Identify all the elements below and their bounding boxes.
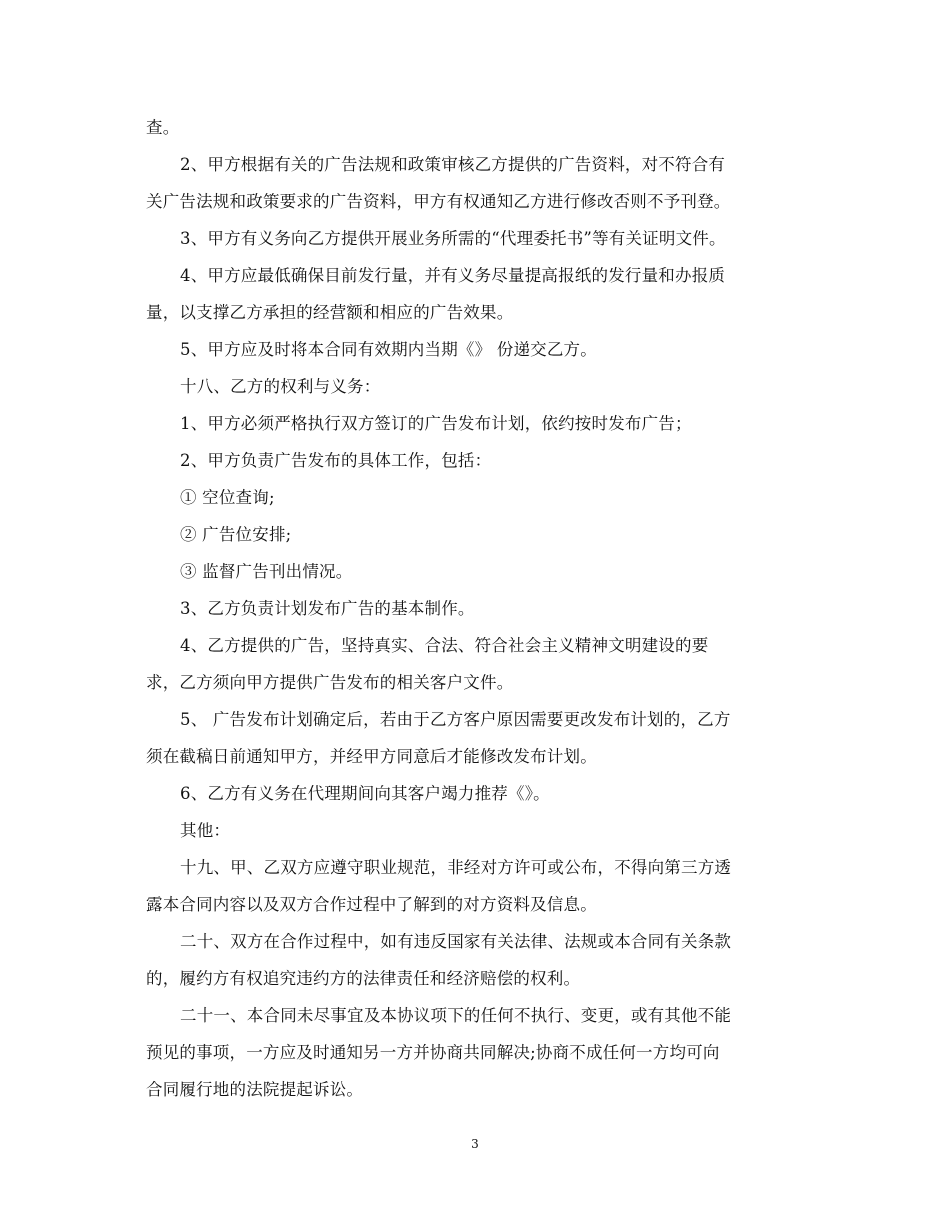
section-heading: 十八、乙方的权利与义务： bbox=[180, 377, 381, 396]
text-line: 露本合同内容以及双方合作过程中了解到的对方资料及信息。 bbox=[146, 895, 597, 914]
text-line: 求，乙方须向甲方提供广告发布的相关客户文件。 bbox=[146, 673, 514, 692]
section-heading: 其他： bbox=[180, 821, 231, 840]
text-line: 查。 bbox=[146, 118, 180, 137]
text-line: 十九、甲、乙双方应遵守职业规范，非经对方许可或公布，不得向第三方透 bbox=[180, 858, 732, 877]
text-line: 4、甲方应最低确保目前发行量，并有义务尽量提高报纸的发行量和办报质 bbox=[180, 266, 726, 285]
text-line: 5、甲方应及时将本合同有效期内当期《》 份递交乙方。 bbox=[180, 340, 597, 359]
text-line: 2、甲方负责广告发布的具体工作，包括： bbox=[180, 451, 492, 470]
text-line: 3、乙方负责计划发布广告的基本制作。 bbox=[180, 599, 475, 618]
text-line: 二十、双方在合作过程中，如有违反国家有关法律、法规或本合同有关条款 bbox=[180, 932, 732, 951]
text-line: 二十一、本合同未尽事宜及本协议项下的任何不执行、变更，或有其他不能 bbox=[180, 1006, 732, 1025]
text-line: 预见的事项，一方应及时通知另一方并协商共同解决;协商不成任何一方均可向 bbox=[146, 1043, 720, 1062]
text-line: 2、甲方根据有关的广告法规和政策审核乙方提供的广告资料，对不符合有 bbox=[180, 155, 726, 174]
text-line: 合同履行地的法院提起诉讼。 bbox=[146, 1080, 364, 1099]
page-number: 3 bbox=[471, 1137, 479, 1151]
text-line: 6、乙方有义务在代理期间向其客户竭力推荐《》。 bbox=[180, 784, 550, 803]
list-item: ① 空位查询; bbox=[180, 488, 275, 507]
text-line: 关广告法规和政策要求的广告资料，甲方有权通知乙方进行修改否则不予刊登。 bbox=[146, 192, 731, 211]
text-line: 须在截稿日前通知甲方，并经甲方同意后才能修改发布计划。 bbox=[146, 747, 597, 766]
text-line: 1、甲方必须严格执行双方签订的广告发布计划，依约按时发布广告； bbox=[180, 414, 692, 433]
list-item: ③ 监督广告刊出情况。 bbox=[180, 562, 353, 581]
text-line: 的，履约方有权追究违约方的法律责任和经济赔偿的权利。 bbox=[146, 969, 581, 988]
text-line: 4、乙方提供的广告，坚持真实、合法、符合社会主义精神文明建设的要 bbox=[180, 636, 709, 655]
text-line: 5、 广告发布计划确定后，若由于乙方客户原因需要更改发布计划的，乙方 bbox=[180, 710, 731, 729]
text-line: 量，以支撑乙方承担的经营额和相应的广告效果。 bbox=[146, 303, 514, 322]
list-item: ② 广告位安排; bbox=[180, 525, 292, 544]
text-line: 3、甲方有义务向乙方提供开展业务所需的“代理委托书”等有关证明文件。 bbox=[180, 229, 726, 248]
